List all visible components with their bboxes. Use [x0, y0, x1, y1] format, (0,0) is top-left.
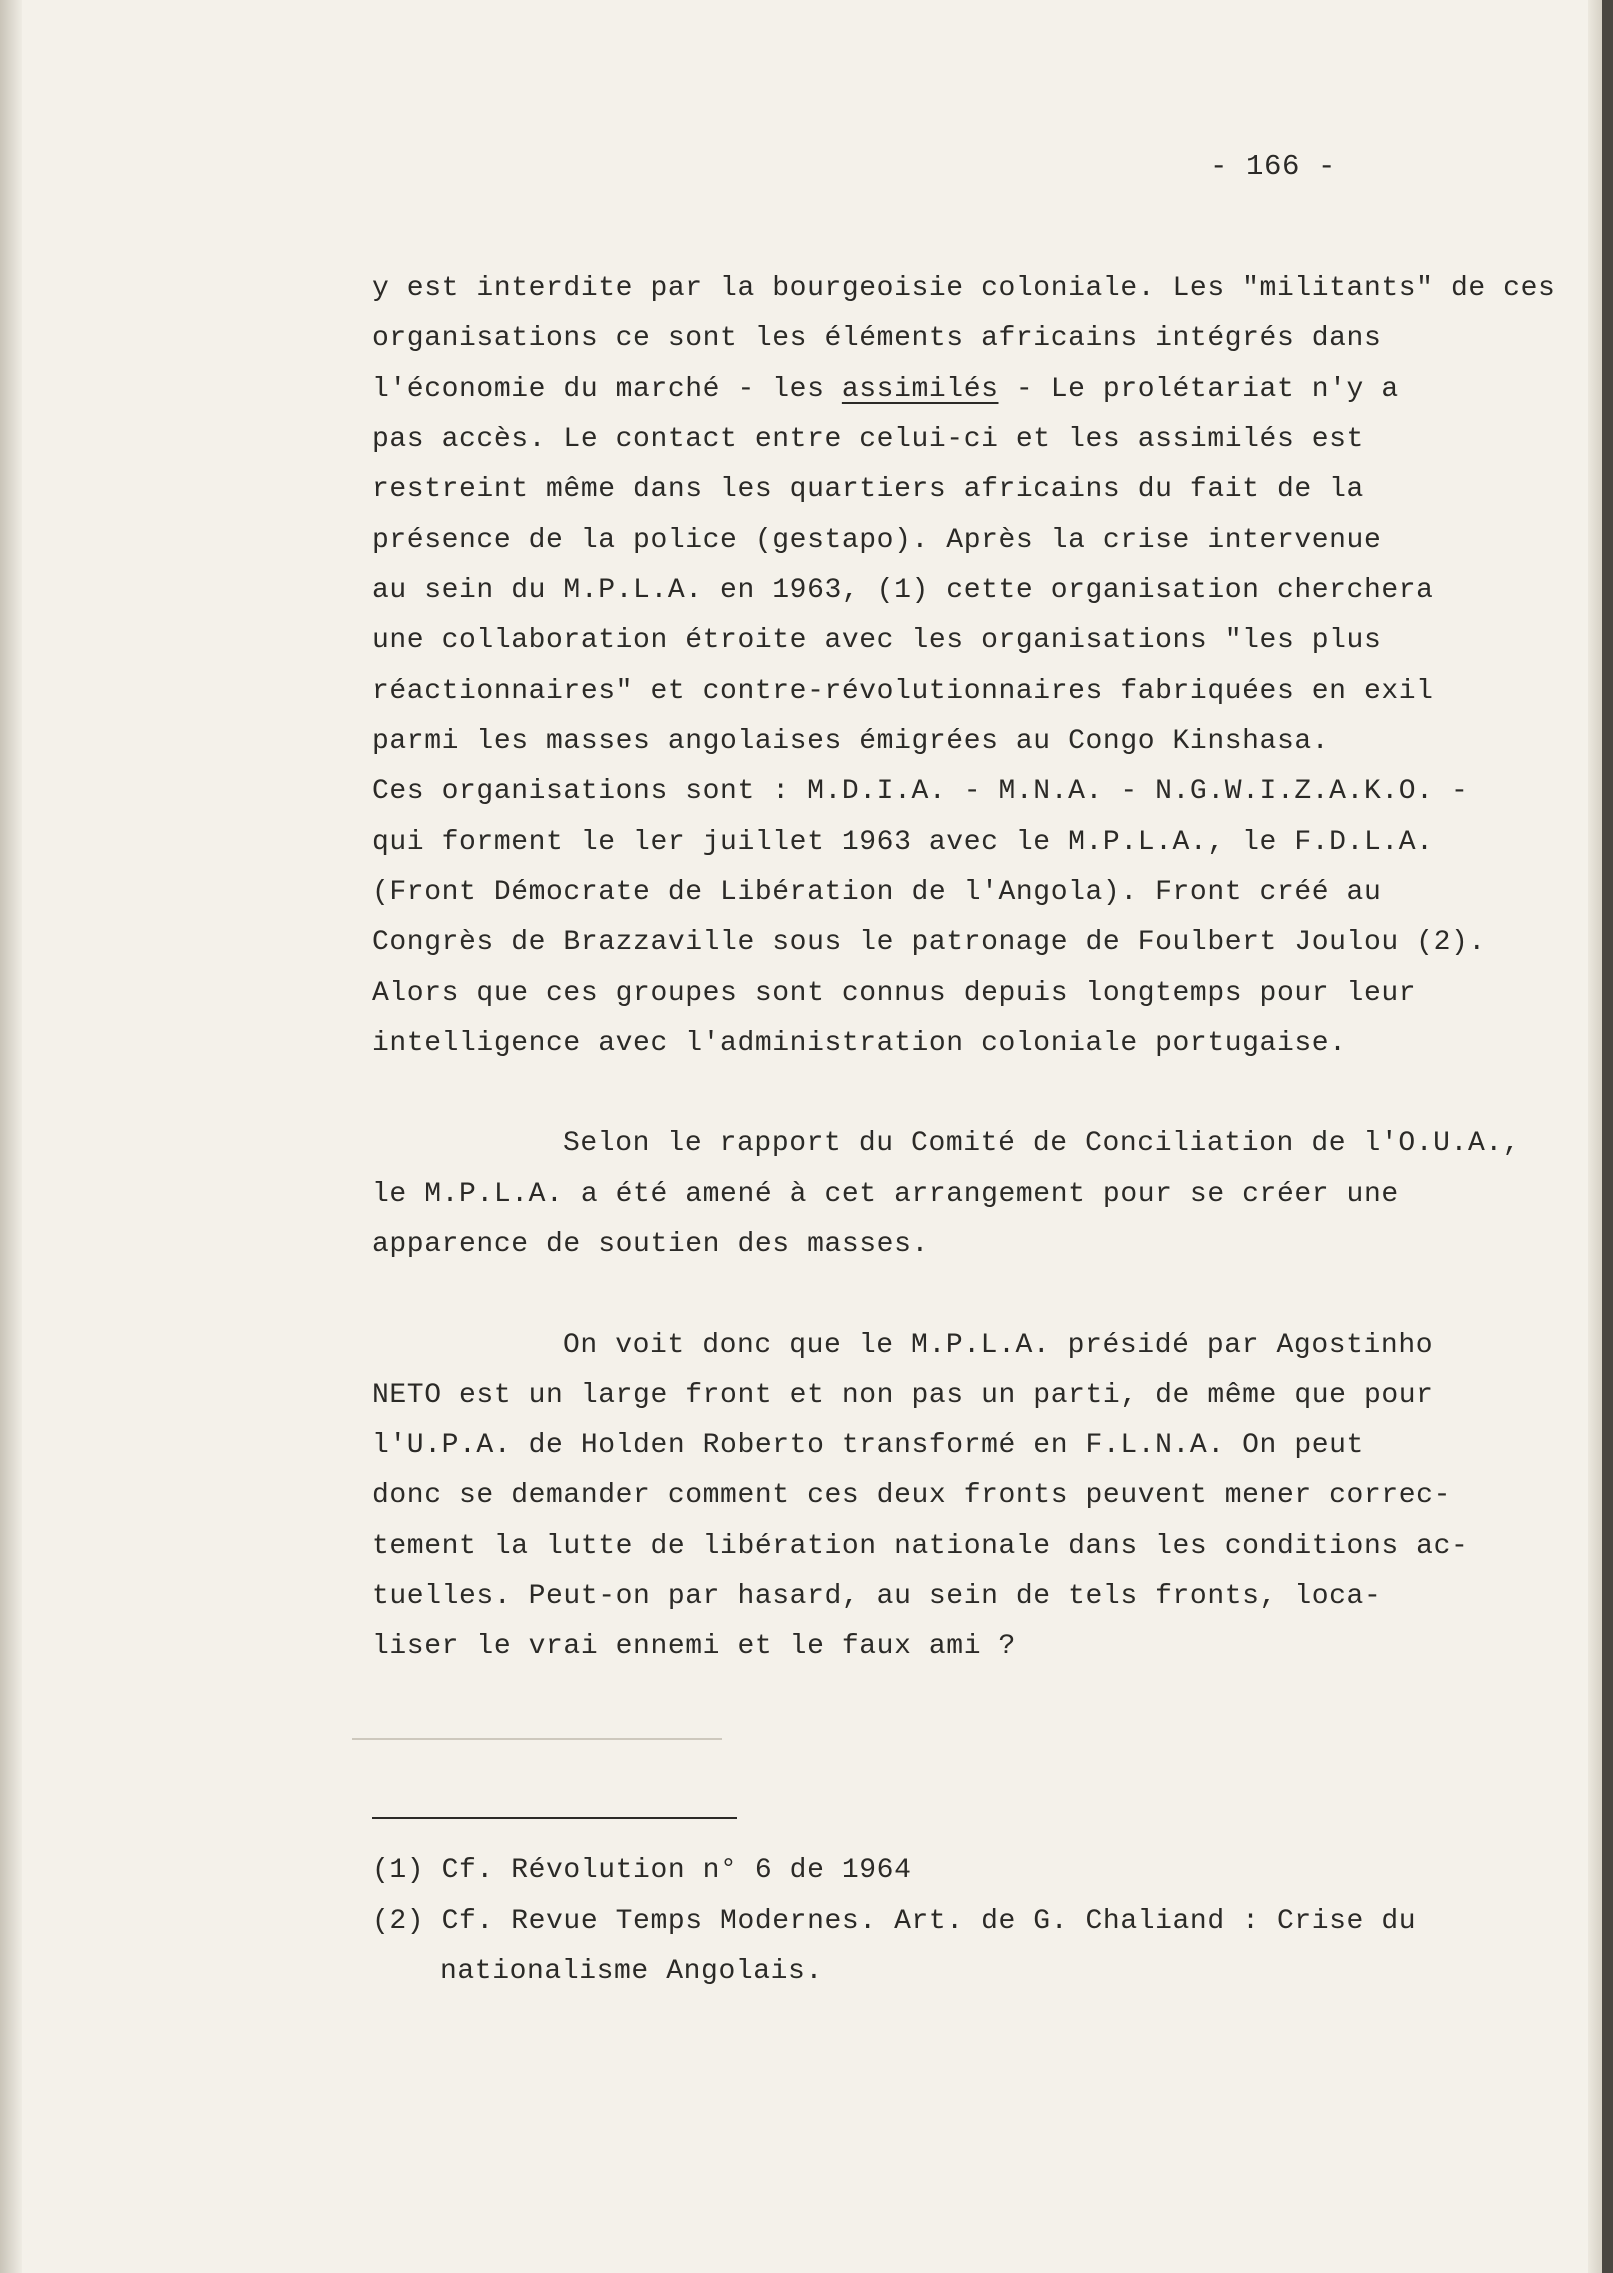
footnote-separator	[372, 1817, 737, 1819]
body-line: Selon le rapport du Comité de Conciliation de l'O.U.A.,	[563, 1128, 1521, 1159]
body-line: pas accès. Le contact entre celui-ci et les assimilés est	[372, 424, 1364, 455]
body-line: liser le vrai ennemi et le faux ami ?	[372, 1631, 1016, 1662]
footnote-2: (2) Cf. Revue Temps Modernes. Art. de G. Chaliand : Crise du	[372, 1906, 1417, 1937]
body-line: au sein du M.P.L.A. en 1963, (1) cette organisation cherchera	[372, 575, 1434, 606]
body-line: réactionnaires" et contre-révolutionnaires fabriquées en exil	[372, 676, 1434, 707]
page-number: - 166 -	[1210, 150, 1337, 183]
body-line: NETO est un large front et non pas un parti, de même que pour	[372, 1380, 1434, 1411]
body-line: donc se demander comment ces deux fronts peuvent mener correc-	[372, 1480, 1451, 1511]
body-line: parmi les masses angolaises émigrées au Congo Kinshasa.	[372, 726, 1330, 757]
body-line: Ces organisations sont : M.D.I.A. - M.N.A. - N.G.W.I.Z.A.K.O. -	[372, 776, 1469, 807]
body-line: y est interdite par la bourgeoisie coloniale. Les "militants" de ces	[372, 273, 1556, 304]
underlined-term: assimilés	[841, 374, 999, 405]
body-line: restreint même dans les quartiers africains du fait de la	[372, 474, 1364, 505]
body-line: Congrès de Brazzaville sous le patronage de Foulbert Joulou (2).	[372, 927, 1486, 958]
footnote-2-continuation: nationalisme Angolais.	[440, 1956, 823, 1987]
body-line: organisations ce sont les éléments africains intégrés dans	[372, 323, 1382, 354]
body-line: le M.P.L.A. a été amené à cet arrangement pour se créer une	[372, 1179, 1399, 1210]
body-line-with-emphasis	[372, 373, 1399, 407]
body-line: tement la lutte de libération nationale dans les conditions ac-	[372, 1531, 1469, 1562]
body-line: une collaboration étroite avec les organisations "les plus	[372, 625, 1382, 656]
show-through-rule	[352, 1738, 722, 1740]
body-line: présence de la police (gestapo). Après la crise intervenue	[372, 525, 1382, 556]
footnote-1: (1) Cf. Révolution n° 6 de 1964	[372, 1855, 912, 1886]
body-line: intelligence avec l'administration coloniale portugaise.	[372, 1028, 1347, 1059]
body-text: - Le prolétariat n'y a	[998, 374, 1399, 405]
body-line: apparence de soutien des masses.	[372, 1229, 929, 1260]
body-line: tuelles. Peut-on par hasard, au sein de tels fronts, loca-	[372, 1581, 1382, 1612]
body-text: l'économie du marché - les	[372, 374, 842, 405]
body-line: l'U.P.A. de Holden Roberto transformé en F.L.N.A. On peut	[372, 1430, 1364, 1461]
body-line: (Front Démocrate de Libération de l'Angola). Front créé au	[372, 877, 1382, 908]
body-line: Alors que ces groupes sont connus depuis longtemps pour leur	[372, 978, 1417, 1009]
body-line: qui forment le ler juillet 1963 avec le M.P.L.A., le F.D.L.A.	[372, 827, 1434, 858]
body-line: On voit donc que le M.P.L.A. présidé par Agostinho	[563, 1330, 1434, 1361]
